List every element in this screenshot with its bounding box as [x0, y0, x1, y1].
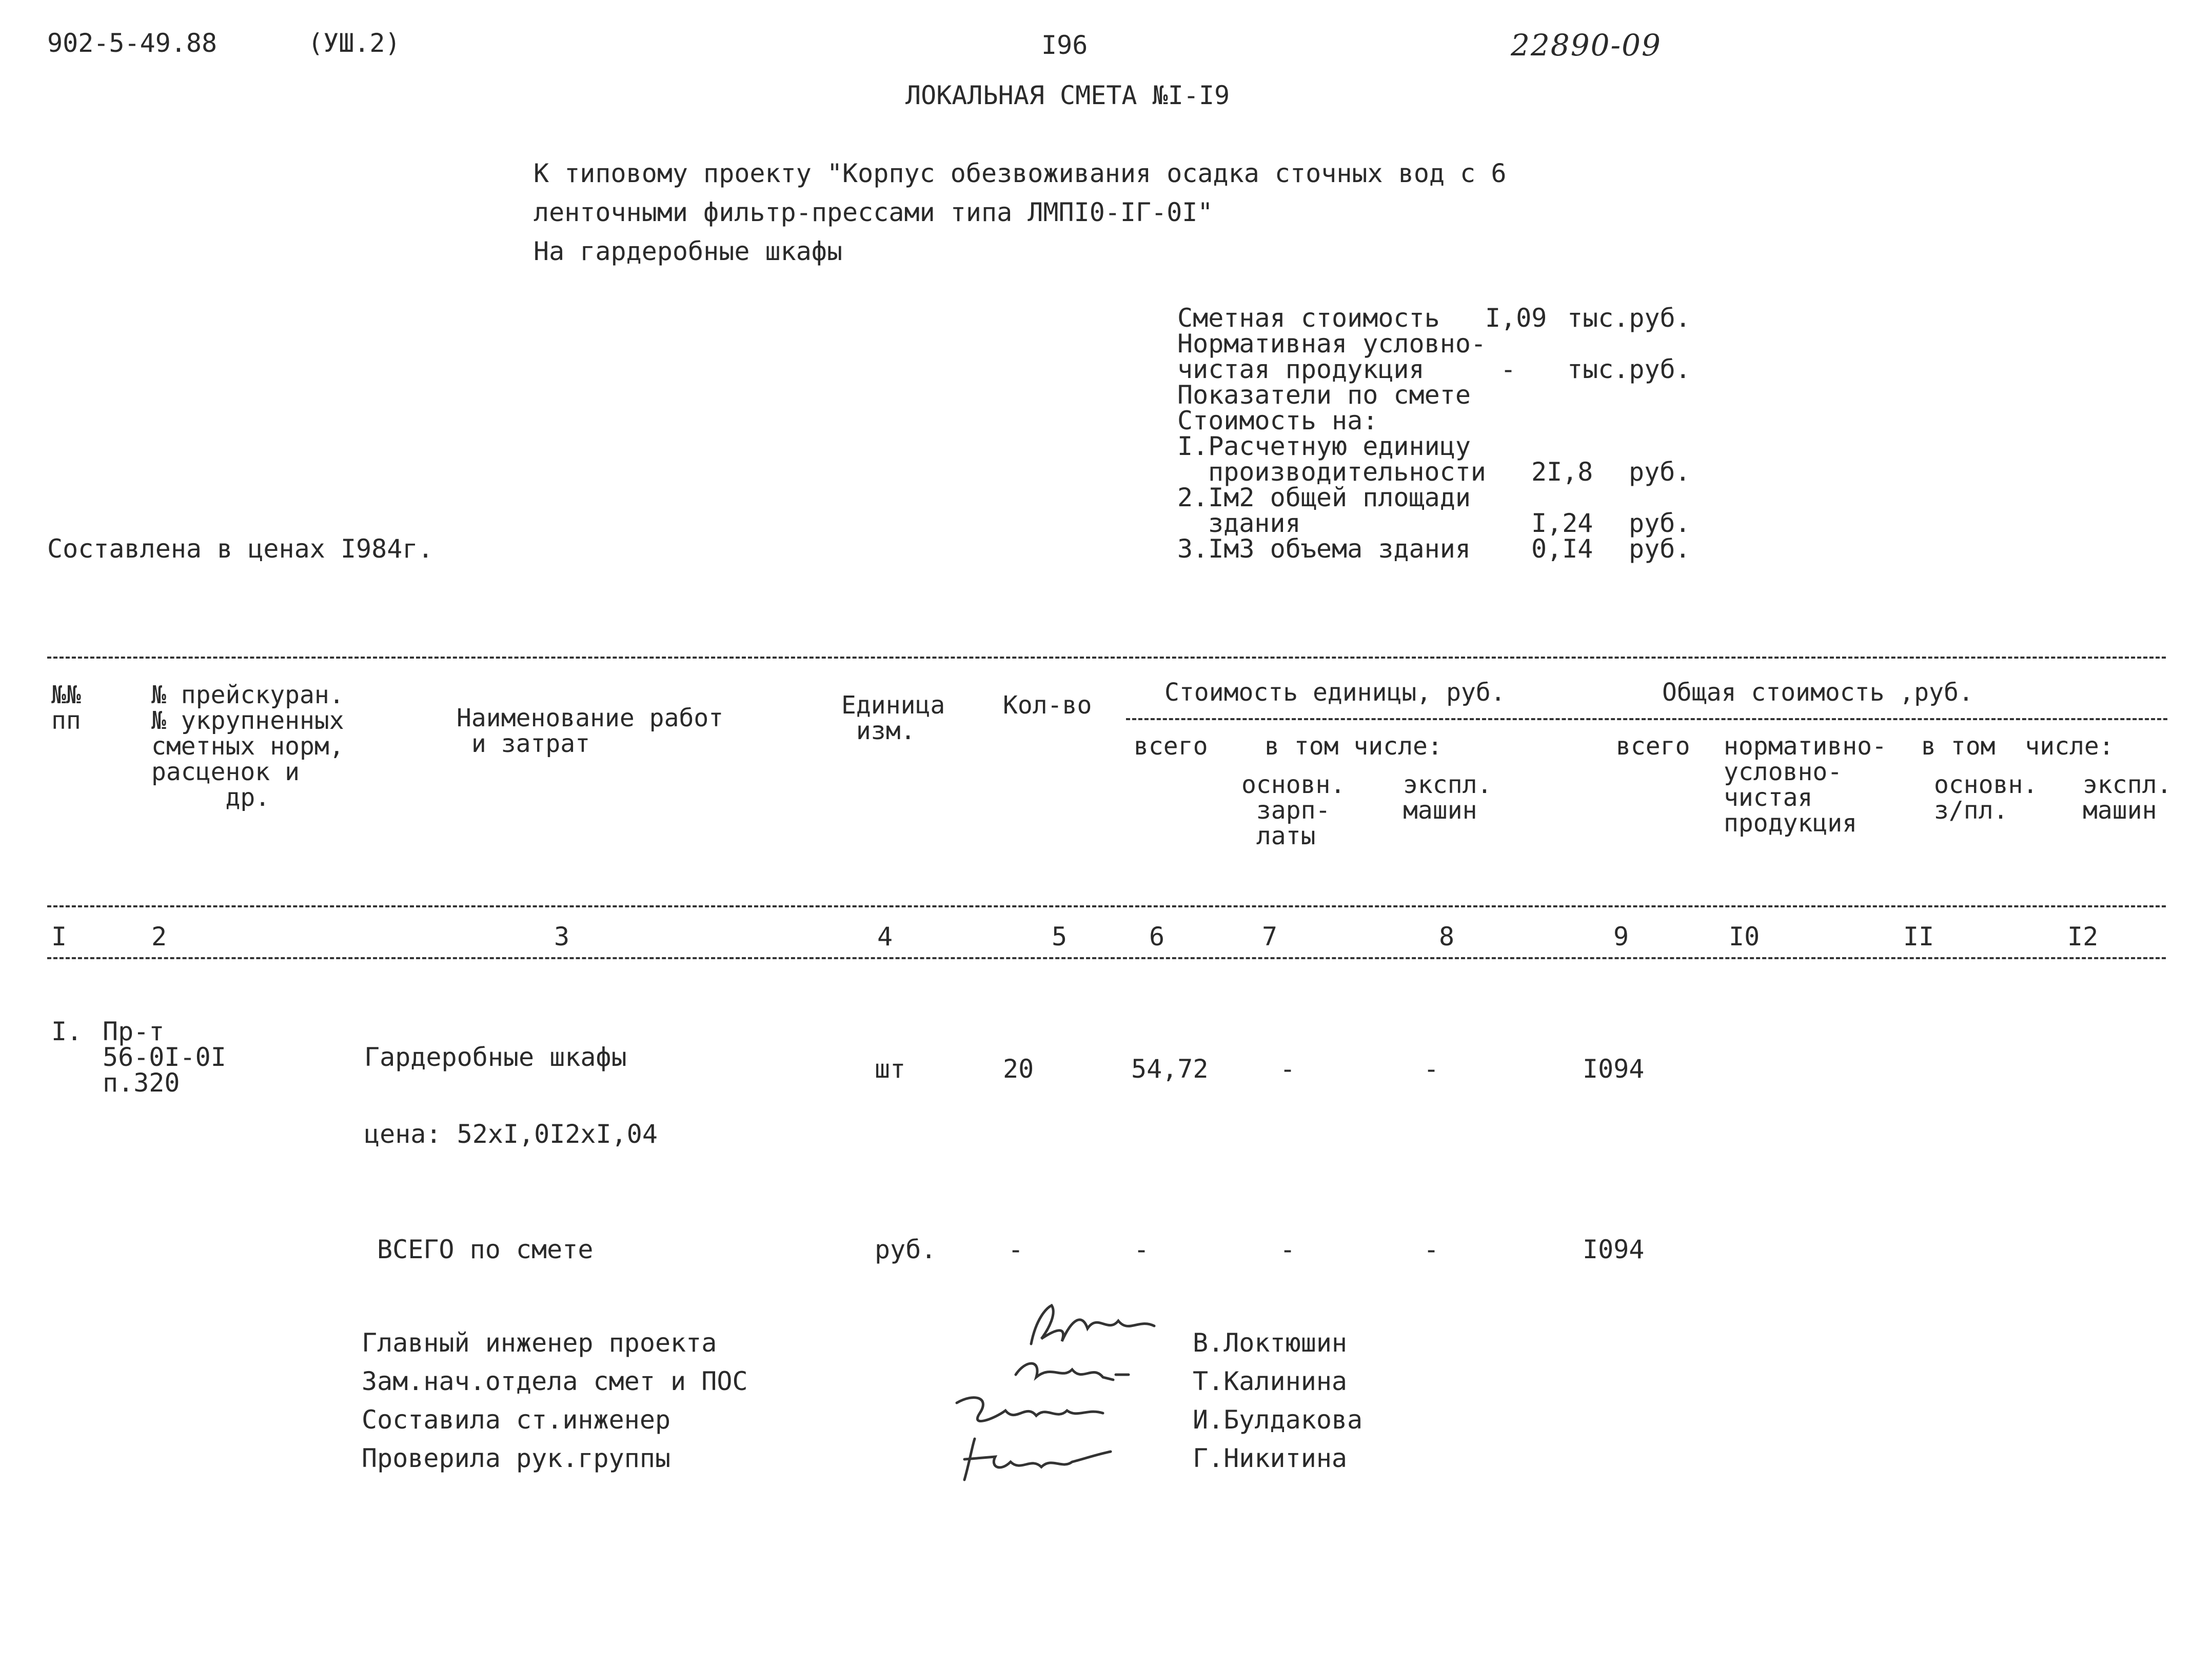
table-top-rule: [47, 657, 2166, 659]
col-header-unit-total: всего: [1134, 732, 1208, 761]
row-number: I.: [51, 1017, 83, 1046]
row-code-1: Пр-т: [103, 1017, 165, 1046]
column-number: 9: [1613, 922, 1629, 951]
grand-total-dash: -: [1280, 1235, 1296, 1264]
unit-cost-group-rule: [1126, 718, 2167, 720]
indicator-1-label-1: I.Расчетную единицу: [1177, 431, 1471, 461]
column-number: 6: [1149, 922, 1165, 951]
indicator-2-unit: руб.: [1629, 508, 1691, 538]
signature-name: Г.Никитина: [1193, 1443, 1348, 1473]
col-header-unit-wages: основн. зарп- латы: [1241, 770, 1346, 850]
grand-total-dash: -: [1008, 1235, 1024, 1264]
column-number-underline: [47, 957, 2166, 959]
estimated-cost-value: I,09: [1485, 303, 1547, 333]
grand-total-label: ВСЕГО по смете: [377, 1235, 594, 1264]
signature-role: Проверила рук.группы: [362, 1443, 671, 1473]
column-number: 5: [1052, 922, 1068, 951]
col-header-total: всего: [1616, 732, 1690, 761]
col-header-unit-cost-group: Стоимость единицы, руб.: [1164, 678, 1506, 707]
row-price-note: цена: 52хI,0I2хI,04: [364, 1119, 658, 1149]
subject-line-2: ленточными фильтр-прессами типа ЛМПI0-IГ-0I": [534, 197, 1213, 227]
col-header-unit: Единица изм.: [841, 691, 945, 745]
col-header-name: Наименование работ и затрат: [457, 704, 724, 758]
col-header-normative: нормативно- условно- чистая продукция: [1724, 732, 1887, 838]
column-number: I0: [1729, 922, 1760, 951]
col-header-unit-machines: экспл. машин: [1403, 770, 1492, 825]
col-header-total-wages: основн. з/пл.: [1934, 770, 2038, 825]
indicator-2-label-1: 2.Iм2 общей площади: [1177, 483, 1471, 512]
column-number: 2: [151, 922, 167, 951]
col-header-total-machines: экспл. машин: [2083, 770, 2172, 825]
row-work-name: Гардеробные шкафы: [364, 1042, 627, 1072]
row-unit-total: 54,72: [1131, 1054, 1209, 1084]
indicator-3-unit: руб.: [1629, 534, 1691, 564]
indicator-1-unit: руб.: [1629, 457, 1691, 487]
col-header-unit-including: в том числе:: [1265, 732, 1443, 761]
volume-label: (УШ.2): [308, 28, 401, 58]
indicator-3-value: 0,I4: [1531, 534, 1593, 564]
indicators-label: Показатели по смете: [1177, 380, 1471, 410]
document-title: ЛОКАЛЬНАЯ СМЕТА №I-I9: [905, 81, 1230, 110]
signature-role: Зам.нач.отдела смет и ПОС: [362, 1366, 748, 1396]
page-number: I96: [1041, 30, 1088, 60]
estimated-cost-unit: тыс.руб.: [1567, 303, 1691, 333]
column-number: 4: [877, 922, 893, 951]
grand-total-dash: -: [1424, 1235, 1439, 1264]
norm-production-unit: тыс.руб.: [1567, 354, 1691, 384]
grand-total-unit: руб.: [875, 1235, 937, 1264]
archive-number: 22890-09: [1511, 28, 1662, 63]
norm-production-label-1: Нормативная условно-: [1177, 329, 1487, 359]
signature-name: И.Булдакова: [1193, 1405, 1363, 1435]
indicator-3-label: 3.Iм3 объема здания: [1177, 534, 1471, 564]
column-number: I2: [2067, 922, 2099, 951]
cost-per-label: Стоимость на:: [1177, 406, 1378, 435]
row-unit-machines: -: [1424, 1054, 1439, 1084]
column-number: 8: [1439, 922, 1455, 951]
doc-code: 902-5-49.88: [47, 28, 218, 58]
handwritten-signature-4: [949, 1431, 1118, 1488]
table-header-bottom-rule: [47, 905, 2166, 907]
row-quantity: 20: [1003, 1054, 1034, 1084]
indicator-2-label-2: здания: [1208, 508, 1301, 538]
signature-name: Т.Калинина: [1193, 1366, 1348, 1396]
grand-total-dash: -: [1134, 1235, 1150, 1264]
row-code-3: п.320: [103, 1068, 180, 1098]
subject-line-1: К типовому проекту "Корпус обезвоживания осадка сточных вод с 6: [534, 158, 1507, 188]
col-header-total-cost-group: Общая стоимость ,руб.: [1662, 678, 1973, 707]
signature-role: Составила ст.инженер: [362, 1405, 671, 1435]
norm-production-value: -: [1500, 354, 1516, 384]
indicator-1-label-2: производительности: [1208, 457, 1486, 487]
signature-role: Главный инженер проекта: [362, 1328, 717, 1358]
prices-basis: Составлена в ценах I984г.: [47, 534, 433, 564]
handwritten-signature-1: [1021, 1298, 1164, 1354]
column-number: 7: [1262, 922, 1278, 951]
handwritten-signature-3: [949, 1387, 1113, 1434]
column-number: I: [51, 922, 67, 951]
grand-total-value: I094: [1583, 1235, 1645, 1264]
subject-line-3: На гардеробные шкафы: [534, 236, 843, 266]
row-total: I094: [1583, 1054, 1645, 1084]
norm-production-label-2: чистая продукция: [1177, 354, 1425, 384]
signature-name: В.Локтюшин: [1193, 1328, 1348, 1358]
row-code-2: 56-0I-0I: [103, 1042, 226, 1072]
col-header-code: № прейскуран. № укрупненных сметных норм, расценок и др.: [151, 681, 344, 812]
column-number: 3: [554, 922, 570, 951]
column-number: II: [1903, 922, 1934, 951]
col-header-total-including: в том числе:: [1921, 732, 2114, 761]
col-header-number: №№ пп: [51, 681, 81, 735]
row-unit-wages: -: [1280, 1054, 1296, 1084]
row-unit: шт: [875, 1054, 906, 1084]
col-header-qty: Кол-во: [1003, 691, 1092, 720]
indicator-1-value: 2I,8: [1531, 457, 1593, 487]
estimated-cost-label: Сметная стоимость: [1177, 303, 1440, 333]
indicator-2-value: I,24: [1531, 508, 1593, 538]
